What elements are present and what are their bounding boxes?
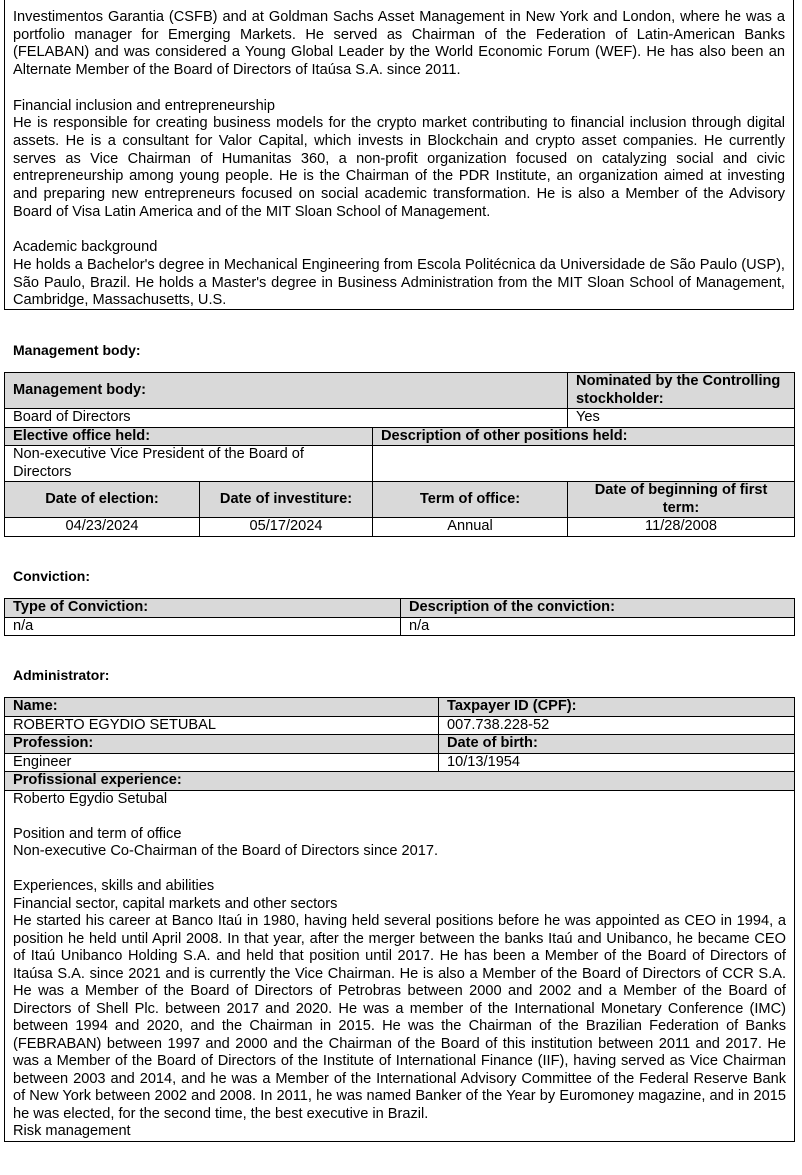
term-header: Term of office: [373, 482, 568, 518]
name-header: Name: [5, 698, 439, 717]
administrator-table [4, 697, 795, 1142]
election-date-value: 04/23/2024 [5, 518, 200, 537]
investiture-date-value: 05/17/2024 [200, 518, 373, 537]
cpf-header: Taxpayer ID (CPF): [439, 698, 795, 717]
experience-text [5, 790, 795, 1141]
profession-header: Profession: [5, 735, 439, 754]
election-date-header: Date of election: [5, 482, 200, 518]
administrator-section-label: Administrator: [13, 667, 110, 683]
subheading: Financial inclusion and entrepreneurship [13, 97, 276, 114]
nominated-header: Nominated by the Controlling stockholder: [568, 373, 795, 409]
office-header: Elective office held: [5, 427, 373, 446]
subheading: Risk management [13, 1123, 131, 1140]
previous-experience-box [4, 0, 794, 310]
birth-date-value: 10/13/1954 [439, 753, 795, 772]
subheading: Experiences, skills and abilities [13, 878, 215, 895]
subheading: Academic background [13, 239, 158, 256]
conviction-type-header: Type of Conviction: [5, 599, 401, 618]
investiture-date-header: Date of investiture: [200, 482, 373, 518]
paragraph: Investimentos Garantia (CSFB) and at Goldman Sachs Asset Management in New York and London, where he was a portfolio manager for Emerging Markets. He served as Chairman of the Federation of Latin-American Banks (FELABAN) and was considered a Young Global Leader by the World Economic Forum (WEF). He has also been an Alternate Member of the Board of Directors of Itaúsa S.A. since 2011. [13, 9, 785, 79]
birth-date-header: Date of birth: [439, 735, 795, 754]
management-table [4, 372, 795, 537]
name-value: ROBERTO EGYDIO SETUBAL [5, 716, 439, 735]
conviction-type-value: n/a [5, 617, 401, 636]
nominated-value: Yes [568, 409, 795, 428]
first-term-header: Date of beginning of first term: [568, 482, 795, 518]
experience-header: Profissional experience: [5, 772, 795, 791]
paragraph: Non-executive Co-Chairman of the Board of Directors since 2017. [13, 843, 439, 860]
other-positions-value [373, 446, 795, 482]
term-value: Annual [373, 518, 568, 537]
conviction-table [4, 598, 795, 636]
subheading: Financial sector, capital markets and other sectors [13, 895, 338, 912]
cpf-value: 007.738.228-52 [439, 716, 795, 735]
conviction-description-header: Description of the conviction: [401, 599, 795, 618]
subheading: Position and term of office [13, 825, 182, 842]
management-body-value: Board of Directors [5, 409, 568, 428]
conviction-description-value: n/a [401, 617, 795, 636]
conviction-section-label: Conviction: [13, 568, 90, 584]
paragraph: He started his career at Banco Itaú in 1980, having held several positions before he was appointed as CEO in 1994, a position he held until April 2008. In that year, after the merger between the banks Itaú and Unibanco, he became CEO of Itaú Unibanco Holding S.A. and held that position until 2017. He has been a Member of the Board of Directors of Itaúsa S.A. since 2021 and is currently the Vice Chairman. He is also a Member of the Board of Directors of CCR S.A. He was a Member of the Board of Directors of Petrobras between 2000 and 2002 and a Member of the Board of Directors of Shell Plc. between 2017 and 2020. He was a member of the International Monetary Conference (IMC) between 1994 and 2020, and the Chairman in 2015. He was the Chairman of the Brazilian Federation of Banks (FEBRABAN) between 1997 and 2000 and the Chairman of the Board of this institution between 2011 and 2017. He was a Member of the Board of Directors of the Institute of International Finance (IIF), having served as Vice Chairman between 2003 and 2014, and he was a Member of the International Advisory Committee of the Federal Reserve Bank of New York between 2002 and 2008. In 2011, he was named Banker of the Year by Euromoney magazine, and in 2015 he was elected, for the second time, the best executive in Brazil. [13, 913, 786, 1122]
paragraph: He is responsible for creating business models for the crypto market contributing to financial inclusion through digital assets. He is a consultant for Valor Capital, which invests in Blockchain and crypto asset companies. He currently serves as Vice Chairman of Humanitas 360, a non-profit organization focused on catalyzing social and civic entrepreneurship among young people. He is the Chairman of the PDR Institute, an organization aimed at investing and preparing new entrepreneurs focused on social academic transformation. He is also a Member of the Advisory Board of Visa Latin America and of the MIT Sloan School of Management. [13, 115, 785, 220]
paragraph: He holds a Bachelor's degree in Mechanical Engineering from Escola Politécnica da Universidade de São Paulo (USP), São Paulo, Brazil. He holds a Master's degree in Business Administration from the MIT Sloan School of Management, Cambridge, Massachusetts, U.S. [13, 256, 785, 309]
management-section-label: Management body: [13, 342, 141, 358]
other-positions-header: Description of other positions held: [373, 427, 795, 446]
management-body-header: Management body: [5, 373, 568, 409]
paragraph: Roberto Egydio Setubal [13, 790, 168, 807]
first-term-value: 11/28/2008 [568, 518, 795, 537]
office-value: Non-executive Vice President of the Board of Directors [5, 446, 373, 482]
profession-value: Engineer [5, 753, 439, 772]
